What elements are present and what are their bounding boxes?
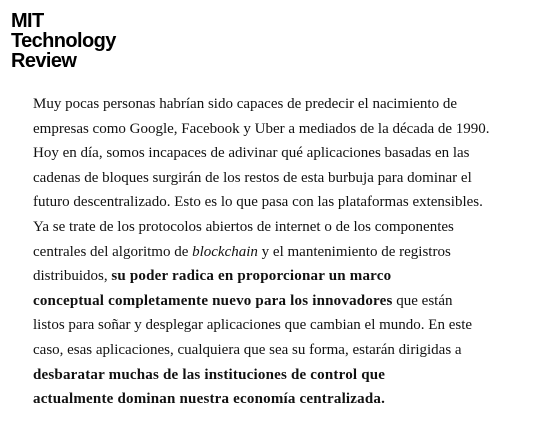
paragraph-line (33, 240, 528, 265)
paragraph-line (33, 264, 528, 289)
paragraph-line: Hoy en día, somos incapaces de adivinar qué aplicaciones basadas en las (33, 145, 470, 162)
paragraph-line: futuro descentralizado. Esto es lo que pasa con las plataformas extensibles. (33, 194, 483, 211)
bold-highlight: desbaratar muchas de las instituciones de control que (33, 366, 386, 383)
paragraph-line: cadenas de bloques surgirán de los restos de esta burbuja para dominar el (33, 169, 472, 186)
mit-technology-review-logo[interactable] (11, 11, 116, 71)
emphasis-blockchain: blockchain (192, 243, 258, 260)
paragraph-text: que están (392, 292, 453, 309)
logo-line-review: Review (11, 50, 77, 72)
bold-highlight: conceptual completamente nuevo para los innovadores (33, 292, 393, 309)
paragraph-text: y el mantenimiento de registros (257, 243, 451, 260)
paragraph-line (33, 387, 528, 412)
paragraph-text: distribuidos, (33, 268, 112, 285)
logo-line-technology: Technology (11, 30, 116, 52)
article-paragraph (33, 92, 528, 412)
paragraph-line: caso, esas aplicaciones, cualquiera que sea su forma, estarán dirigidas a (33, 341, 462, 358)
bold-highlight: actualmente dominan nuestra economía centralizada. (33, 391, 386, 408)
paragraph-line (33, 363, 528, 388)
paragraph-line: Muy pocas personas habrían sido capaces de predecir el nacimiento de (33, 96, 457, 112)
paragraph-line: listos para soñar y desplegar aplicaciones que cambian el mundo. En este (33, 317, 473, 334)
logo-line-mit: MIT (11, 10, 44, 32)
paragraph-text: centrales del algoritmo de (33, 243, 193, 260)
bold-highlight: su poder radica en proporcionar un marco (111, 268, 392, 285)
paragraph-line: Ya se trate de los protocolos abiertos de internet o de los componentes (33, 218, 454, 235)
paragraph-line: empresas como Google, Facebook y Uber a mediados de la década de 1990. (33, 120, 490, 137)
paragraph-line (33, 289, 528, 314)
